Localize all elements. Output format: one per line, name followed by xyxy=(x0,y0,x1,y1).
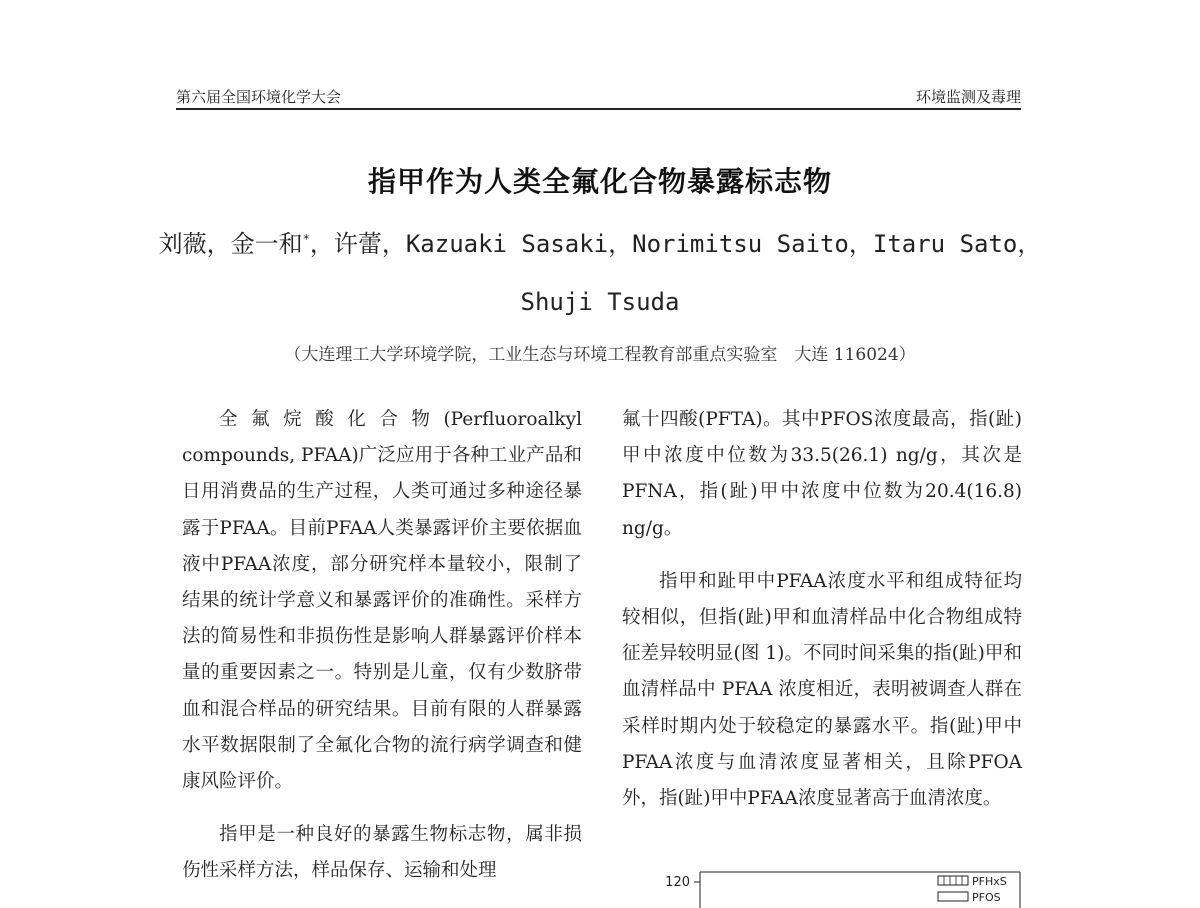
body-paragraph: 氟十四酸(PFTA)。其中PFOS浓度最高，指(趾)甲中浓度中位数为33.5(26.1) ng/g，其次是PFNA，指(趾)甲中浓度中位数为20.4(16.8) ng/g。 xyxy=(622,409,1022,539)
authors-prefix: 刘薇，金一和 xyxy=(158,230,303,258)
body-paragraph: 全氟烷酸化合物(Perfluoroalkyl compounds, PFAA)广泛应用于各种工业产品和日用消费品的生产过程，人类可通过多种途径暴露于PFAA。目前PFAA人类暴露评价主要依据血液中PFAA浓度，部分研究样本量较小，限制了结果的统计学意义和暴露评价的准确性。采样方法的简易性和非损伤性是影响人群暴露评价样本量的重要因素之一。特别是儿童，仅有少数脐带血和混合样品的研究结果。目前有限的人群暴露水平数据限制了全氟化合物的流行病学调查和健康风险评价。 xyxy=(182,409,582,793)
author-line-1 xyxy=(0,224,1200,259)
legend-swatch-pfhxs xyxy=(938,876,968,885)
body-paragraph: 指甲和趾甲中PFAA浓度水平和组成特征均较相似，但指(趾)甲和血清样品中化合物组成特征差异较明显(图 1)。不同时间采集的指(趾)甲和血清样品中 PFAA 浓度相近，表明被调查人群在采样时期内处于较稳定的暴露水平。指(趾)甲中PFAA浓度与血清浓度显著相关，且除PFOA外，指(趾)甲中PFAA浓度显著高于血清浓度。 xyxy=(622,570,1022,810)
legend-label-pfos: PFOS xyxy=(972,891,1001,904)
author-line-2: Shuji Tsuda xyxy=(520,288,680,316)
body-paragraph: 指甲是一种良好的暴露生物标志物，属非损伤性采样方法，样品保存、运输和处理 xyxy=(182,824,582,882)
header-rule xyxy=(176,108,1021,110)
section-name: 环境监测及毒理 xyxy=(915,88,1021,106)
affiliation: （大连理工大学环境学院，工业生态与环境工程教育部重点实验室 大连 116024） xyxy=(284,345,916,365)
conference-name: 第六届全国环境化学大会 xyxy=(176,88,342,106)
legend-label-pfhxs: PFHxS xyxy=(972,875,1007,888)
legend-swatch-pfos xyxy=(938,892,968,901)
paper-title: 指甲作为人类全氟化合物暴露标志物 xyxy=(367,165,832,198)
y-tick-label: 120 xyxy=(665,875,690,890)
figure-1-chart xyxy=(665,868,1030,908)
right-column xyxy=(622,402,1022,817)
authors-suffix: ，许蕾，Kazuaki Sasaki，Norimitsu Saito，Itaru Sato， xyxy=(309,230,1042,258)
left-column xyxy=(182,402,582,890)
corresponding-author-mark: * xyxy=(302,232,310,246)
